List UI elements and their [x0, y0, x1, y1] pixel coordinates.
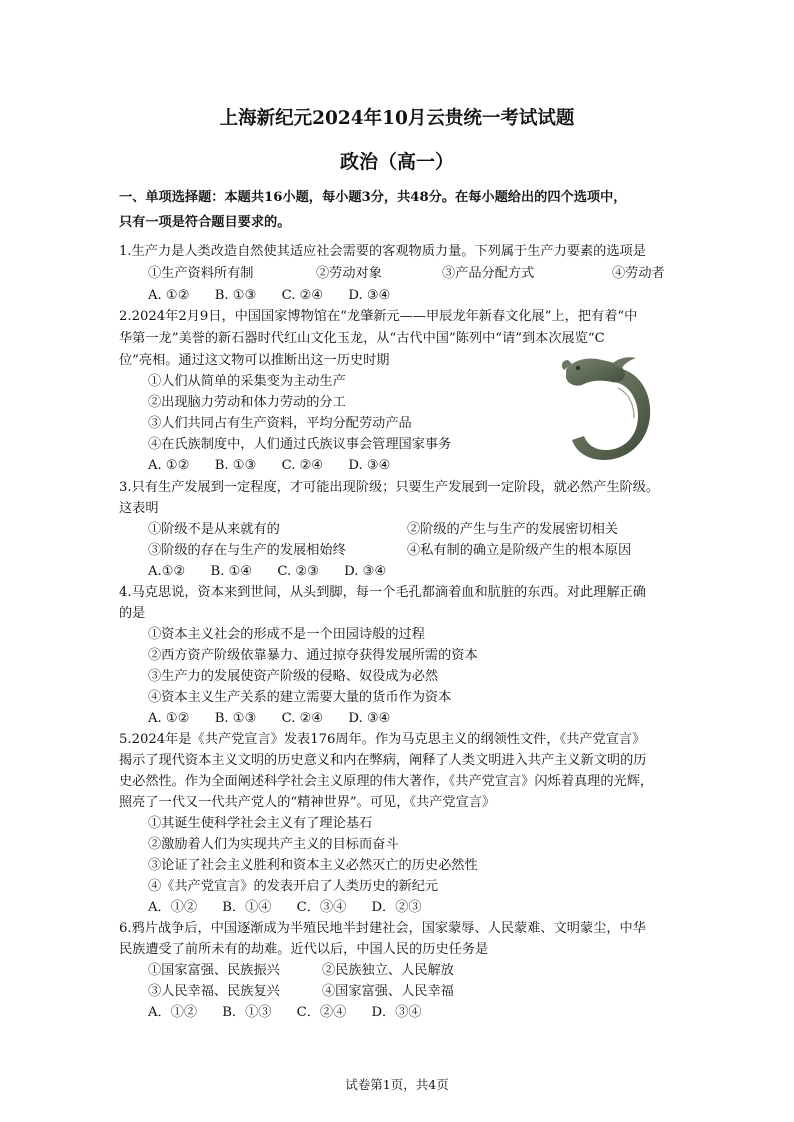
q5-option-2: ②激励着人们为实现共产主义的目标而奋斗	[148, 837, 399, 852]
q2-option-3: ③人们共同占有生产资料，平均分配劳动产品	[148, 416, 412, 431]
q6-stem-line1: 6.鸦片战争后，中国逐渐成为半殖民地半封建社会，国家蒙辱、人民蒙难、文明蒙尘，中华	[119, 921, 646, 936]
q4-option-1: ①资本主义社会的形成不是一个田园诗般的过程	[148, 627, 425, 642]
q6-choices: A．①② B．①③ C．②④ D．③④	[148, 1005, 422, 1020]
q2-stem-line2: 华第一龙”美誉的新石器时代红山文化玉龙，从“古代中国”陈列中“请”到本次展览“C	[119, 331, 605, 346]
q4-option-4: ④资本主义生产关系的建立需要大量的货币作为资本	[148, 690, 452, 705]
q6-stem-line2: 民族遭受了前所未有的劫难。近代以后，中国人民的历史任务是	[119, 942, 489, 957]
exam-subtitle: 政治（高一）	[339, 151, 454, 173]
q6-option-3: ③人民幸福、民族复兴	[148, 984, 280, 999]
q3-choices: A.①② B. ①④ C. ②③ D. ③④	[148, 564, 387, 579]
section-heading-line1: 一、单项选择题：本题共16小题，每小题3分，共48分。在每小题给出的四个选项中，	[119, 190, 627, 205]
jade-dragon-image	[558, 348, 658, 466]
q4-option-2: ②西方资产阶级依靠暴力、通过掠夺获得发展所需的资本	[148, 648, 478, 663]
q4-option-3: ③生产力的发展使资产阶级的侵略、奴役成为必然	[148, 669, 439, 684]
q5-option-3: ③论证了社会主义胜利和资本主义必然灭亡的历史必然性	[148, 858, 478, 873]
q3-option-4: ④私有制的确立是阶级产生的根本原因	[407, 543, 632, 558]
q2-option-4: ④在氏族制度中，人们通过氏族议事会管理国家事务	[148, 437, 452, 452]
q1-option-3: ③产品分配方式	[442, 266, 535, 281]
q2-option-1: ①人们从简单的采集变为主动生产	[148, 374, 346, 389]
q2-stem-line1: 2.2024年2月9日，中国国家博物馆在“龙肇新元——甲辰龙年新春文化展”上，把有着“中	[119, 309, 638, 324]
q1-stem: 1.生产力是人类改造自然使其适应社会需要的客观物质力量。下列属于生产力要素的选项是	[119, 244, 646, 259]
q3-stem-line1: 3.只有生产发展到一定程度，才可能出现阶级；只要生产发展到一定阶段，就必然产生阶级。	[119, 480, 660, 495]
q6-option-1: ①国家富强、民族振兴	[148, 963, 280, 978]
q3-option-3: ③阶级的存在与生产的发展相始终	[148, 543, 346, 558]
q5-option-1: ①其诞生使科学社会主义有了理论基石	[148, 816, 373, 831]
q4-choices: A. ①② B. ①③ C. ②④ D. ③④	[148, 711, 391, 726]
q4-stem-line1: 4.马克思说，资本来到世间，从头到脚，每一个毛孔都滴着血和肮脏的东西。对此理解正确	[119, 585, 646, 600]
q2-choices: A. ①② B. ①③ C. ②④ D. ③④	[148, 458, 391, 473]
page-footer: 试卷第1页，共4页	[345, 1077, 449, 1092]
q1-option-2: ②劳动对象	[316, 266, 382, 281]
q2-option-2: ②出现脑力劳动和体力劳动的分工	[148, 395, 346, 410]
q1-choices: A. ①② B. ①③ C. ②④ D. ③④	[148, 288, 391, 303]
q6-option-4: ④国家富强、人民幸福	[322, 984, 454, 999]
q2-stem-line3: 位”亮相。通过这文物可以推断出这一历史时期	[119, 353, 390, 368]
section-heading-line2: 只有一项是符合题目要求的。	[119, 215, 291, 230]
q6-option-2: ②民族独立、人民解放	[322, 963, 454, 978]
q5-option-4: ④《共产党宣言》的发表开启了人类历史的新纪元	[148, 879, 439, 894]
q3-option-1: ①阶级不是从来就有的	[148, 522, 280, 537]
exam-title: 上海新纪元2024年10月云贵统一考试试题	[219, 108, 575, 129]
q1-option-4: ④劳动者	[612, 266, 665, 281]
q3-option-2: ②阶级的产生与生产的发展密切相关	[407, 522, 618, 537]
q5-stem-line4: 照亮了一代又一代共产党人的“精神世界”。可见，《共产党宣言》	[119, 795, 496, 810]
q1-option-1: ①生产资料所有制	[148, 266, 254, 281]
q3-stem-line2: 这表明	[119, 501, 159, 516]
q5-choices: A．①② B．①④ C．③④ D．②③	[148, 900, 422, 915]
q5-stem-line3: 史必然性。作为全面阐述科学社会主义原理的伟大著作，《共产党宣言》闪烁着真理的光辉，	[119, 774, 654, 789]
q5-stem-line1: 5.2024年是《共产党宣言》发表176周年。作为马克思主义的纲领性文件，《共产党宣言》	[119, 732, 646, 747]
q4-stem-line2: 的是	[119, 606, 146, 621]
q5-stem-line2: 揭示了现代资本主义文明的历史意义和内在弊病，阐释了人类文明进入共产主义新文明的历	[119, 753, 647, 768]
